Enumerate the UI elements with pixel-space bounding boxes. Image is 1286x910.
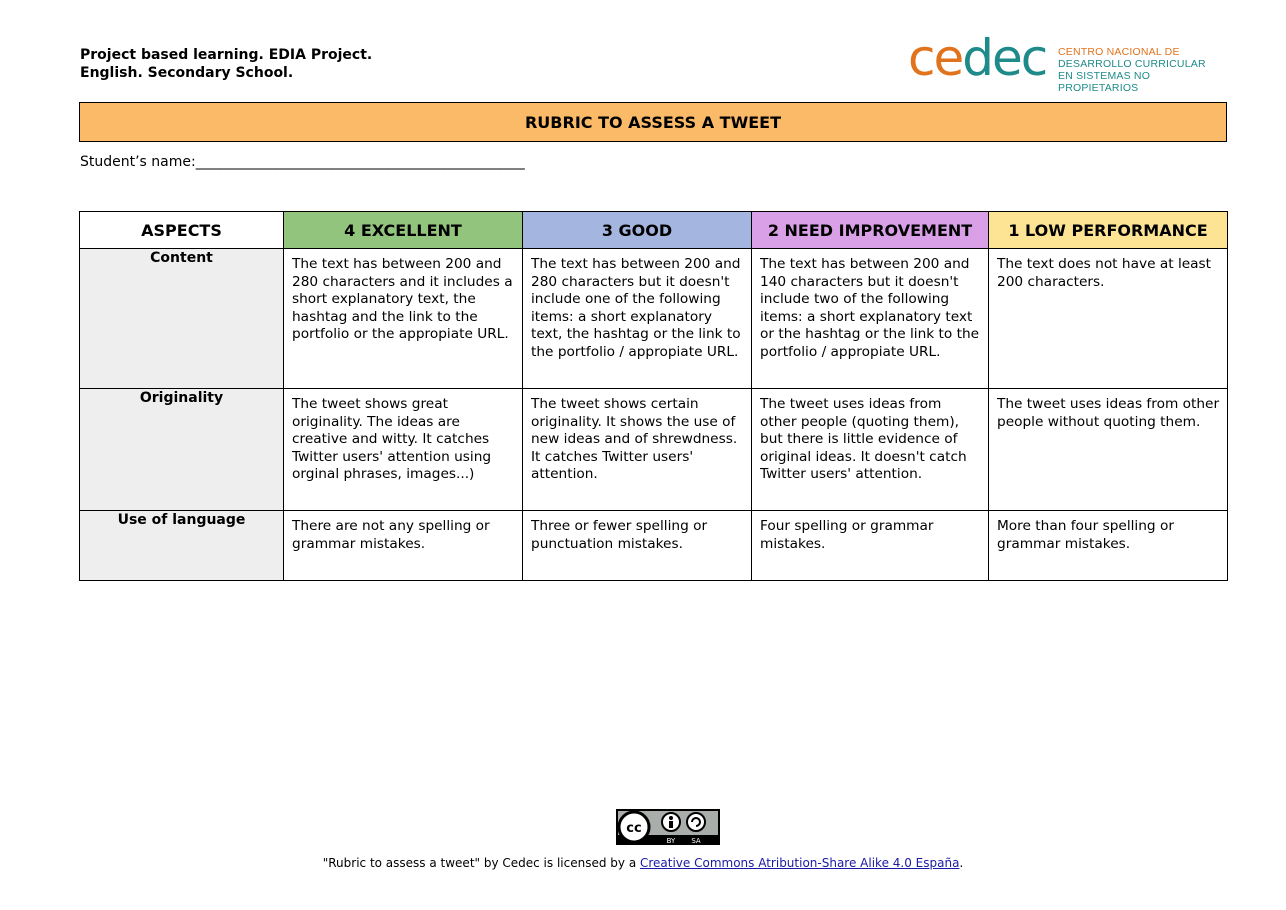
header-good: 3 GOOD (523, 212, 752, 249)
license-text: "Rubric to assess a tweet" by Cedec is licensed by a (322, 856, 640, 870)
table-cell: The tweet uses ideas from other people without quoting them. (989, 389, 1228, 511)
cc-logo-text: cc (626, 821, 642, 836)
table-cell: There are not any spelling or grammar mistakes. (284, 511, 523, 581)
table-cell: The tweet shows certain originality. It shows the use of new ideas and of shrewdness. It catches Twitter users' attention. (523, 389, 752, 511)
header-aspects: ASPECTS (80, 212, 284, 249)
by-label: BY (666, 837, 676, 845)
header-low-performance: 1 LOW PERFORMANCE (989, 212, 1228, 249)
student-name-field: Student’s name:_______________________________________________ (80, 154, 525, 170)
rubric-table (79, 211, 1228, 581)
header-line-2: English. Secondary School. (80, 65, 294, 81)
table-row (80, 249, 1228, 389)
attribution-icon-body (669, 821, 673, 828)
table-cell: The text has between 200 and 140 characters but it doesn't include two of the following items: a short explanatory text or the hashtag or the link to the portfolio / appropiate URL. (752, 249, 989, 389)
share-alike-icon (687, 813, 705, 831)
header-need-improvement: 2 NEED IMPROVEMENT (752, 212, 989, 249)
table-cell: The text has between 200 and 280 characters and it includes a short explanatory text, the hashtag and the link to the portfolio or the appropiate URL. (284, 249, 523, 389)
license-link[interactable]: Creative Commons Atribution-Share Alike 4.0 España (639, 856, 960, 870)
table-cell: More than four spelling or grammar mistakes. (989, 511, 1228, 581)
aspect-originality: Originality (80, 389, 284, 511)
table-cell: The text has between 200 and 280 characters but it doesn't include one of the following items: a short explanatory text, the hashtag or the link to the portfolio / appropiate URL. (523, 249, 752, 389)
table-cell: Four spelling or grammar mistakes. (752, 511, 989, 581)
cedec-logo-word: cedec (908, 29, 1047, 87)
rubric-title: RUBRIC TO ASSESS A TWEET (79, 102, 1227, 142)
cedec-logo (908, 29, 1228, 94)
table-row (80, 389, 1228, 511)
creative-commons-badge-icon (616, 809, 720, 845)
table-row (80, 511, 1228, 581)
table-cell: The tweet shows great originality. The ideas are creative and witty. It catches Twitter users' attention using orginal phrases, images...) (284, 389, 523, 511)
document-header (80, 46, 372, 82)
table-cell: The tweet uses ideas from other people (quoting them), but there is little evidence of original ideas. It doesn't catch Twitter users' attention. (752, 389, 989, 511)
table-cell: Three or fewer spelling or punctuation mistakes. (523, 511, 752, 581)
attribution-icon-head (669, 816, 673, 820)
header-line-1: Project based learning. EDIA Project. (80, 47, 373, 63)
table-cell: The text does not have at least 200 characters. (989, 249, 1228, 389)
aspect-content: Content (80, 249, 284, 389)
header-excellent: 4 EXCELLENT (284, 212, 523, 249)
license-end: . (959, 856, 964, 870)
license-footer (0, 856, 1286, 870)
aspect-use-of-language: Use of language (80, 511, 284, 581)
sa-label: SA (691, 837, 701, 845)
rubric-header-row (80, 212, 1228, 249)
cedec-logo-subtitle: CENTRO NACIONAL DE DESARROLLO CURRICULAR EN SISTEMAS NO PROPIETARIOS (1058, 46, 1206, 94)
